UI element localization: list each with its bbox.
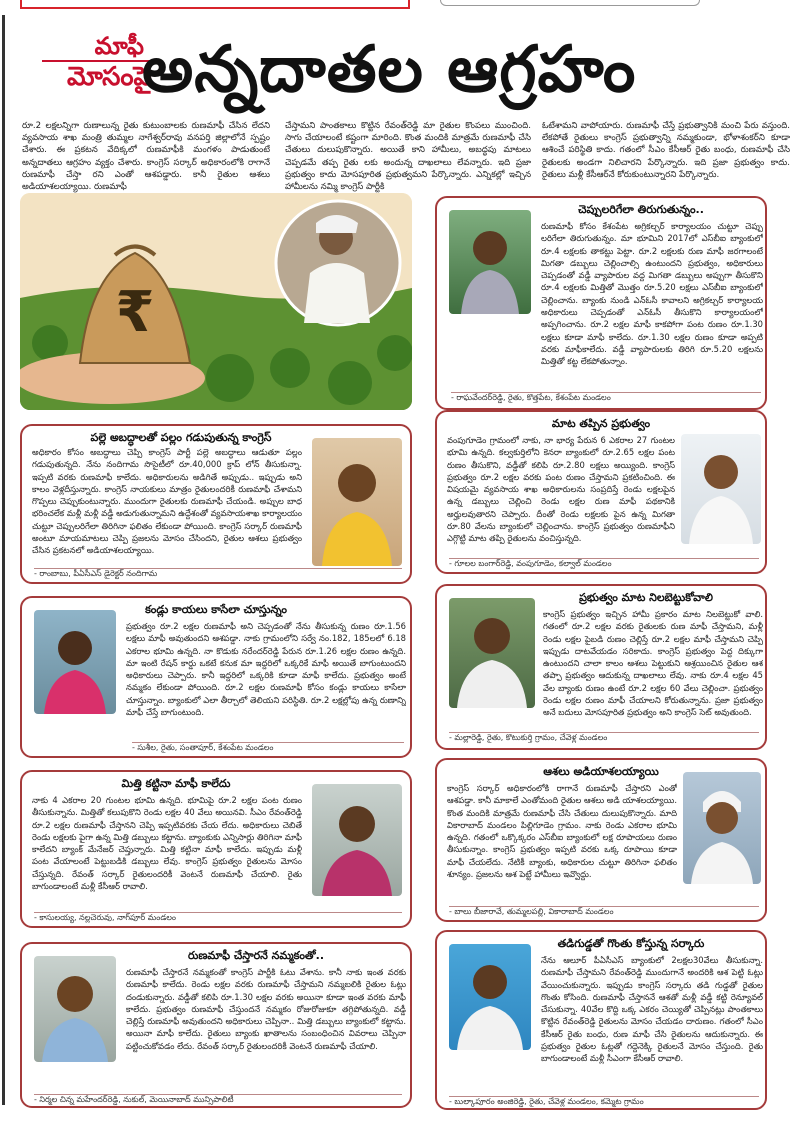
story-7-title: ఆశలు అడియాశలయ్యాయి	[543, 765, 659, 778]
story-6-body: నాకు 4 ఎకరాల 20 గుంటల భూమి ఉన్నది. భూమిపై రూ.2 లక్షల పంట రుణం తీసుకున్నాను. మిత్తితో కలుపుకొని రెండు లక్షల 40 వేలు అయినవి. సీఎం రేవంత్‌రెడ్డి రూ.2 లక్షల రుణమాఫీ చేస్తానని చెప్పి ఇప్పటివరకు చేయ లేదు. అధికారులు చెబితే రెండు లక్షలకు పైగా ఉన్న మిత్తి డబ్బులు కట్టాను. బ్యాంకుకు ఎన్నిసార్లు తిరిగినా మాఫీ కాలేదని బ్యాంక్‌ మేనేజర్‌ చెప్తున్నారు. మిత్తి కట్టినా మాఫీ కాలేదు. ఇప్పుడు మళ్లీ పంట వేయాలంటే పెట్టుబడికి డబ్బులు లేవు. కాంగ్రెస్‌ ప్రభుత్వం రైతులను మోసం చేస్తున్నది. రేవంత్‌ సర్కార్‌ రైతులందరికీ వెంటనే రుణమాఫీ చేయాలి. రైతు బాగుండాలంటే మళ్లీ కేసీఆర్‌ రావాలి.	[32, 795, 302, 892]
story-card-4	[20, 596, 412, 758]
story-1-title: చెప్పులరిగేలా తిరుగుతున్నం..	[578, 203, 704, 216]
kicker-line2: మోసంపై	[42, 60, 152, 92]
top-border	[0, 0, 800, 14]
story-8-body: రుణమాఫీ చేస్తారనే నమ్మకంతో కాంగ్రెస్‌ పార్టీకి ఓటు వేశాను. కానీ నాకు ఇంత వరకు రుణమాఫీ కాలేదు. రెండు లక్షల వరకు రుణమాఫీ చేస్తామని నమ్మబలికి రైతుల ఓట్లు దండుకున్నారు. వడ్డీతో కలిపి రూ.1.30 లక్షల వరకు అయినా కూడా ఇంత వరకు మాఫీ కాలేదు. ప్రభుత్వం రుణమాఫీ చేస్తుందనే నమ్మకం రోజురోజుకూ తగ్గిపోతున్నది. వడ్డీ చెల్లిస్తే రుణమాఫీ అవుతుందని అధికారులు చెప్పినా.. మిత్తి డబ్బులు బ్యాంకులో కట్టాను. అయినా మాఫీ కాలేదు. రైతులు బ్యాంకు ఖాతాలను సంబంధించిన వివరాలు చెప్పినా పట్టించుకోవడం లేదు. రేవంత్‌ సర్కార్‌ రైతులందరికీ వెంటనే రుణమాఫీ చేయాలి.	[126, 967, 406, 1051]
story-9-photo	[449, 944, 531, 1050]
story-7-body: కాంగ్రెస్‌ సర్కార్‌ అధికారంలోకి రాగానే రుణమాఫీ చేస్తారని ఎంతో ఆశపడ్డా. కానీ మాకాలే ఎంతోమంది రైతుల ఆశలు అడి యాశలయ్యాయి. కొంత మందికి మాత్రమే రుణమాఫీ చేసి చేతులు దులుపుకొన్నారు. మాది వికారాబాద్‌ మండలం పిల్లిగూడెం గ్రామం. నాకు రెండు ఎకరాల భూమి ఉన్నది. గతంలో ఒక్కొక్కరం ఎస్‌బీఐ బ్యాంకులో లక్ష రూపాయలు రుణం తీసుకున్నాం. కాంగ్రెస్‌ ప్రభుత్వం ఇప్పటి వరకు ఒక్క రూపాయి కూడా మాఫీ చేయలేదు. నేటికీ బ్యాంకు, అధికారుల చుట్టూ తిరిగినా ఫలితం శూన్యం. ప్రజలను ఆశ పెట్టే హామీలు ఇవ్వొద్దు.	[447, 783, 677, 880]
person-icon	[449, 210, 531, 314]
top-grey-frame	[440, 0, 700, 6]
farmer-body	[304, 263, 370, 323]
person-icon	[34, 956, 116, 1062]
story-6-title: మిత్తి కట్టినా మాఫీ కాలేదు	[121, 777, 231, 790]
rupee-icon: ₹	[115, 280, 155, 345]
person-icon	[683, 772, 761, 884]
story-3-title: మాట తప్పిన ప్రభుత్వం	[551, 417, 651, 430]
story-2-body: అధికారం కోసం అబద్ధాలు చెప్పి కాంగ్రెస్‌ పార్టీ పల్లె అబద్ధాలు ఆడుతూ పల్లం గడుపుతున్నది. నేను నందిగామ సొసైటీలో రూ.40,000 క్రాప్‌ లోన్‌ తీసుకున్నా. ఇప్పటి వరకు రుణమాఫీ కాలేదు. అధికారులను అడిగితే అప్పుడు.. ఇప్పుడు అని కాలం వెళ్లదీస్తున్నారు. కాంగ్రెస్‌ నాయకులు మాత్రం రైతులందరికీ రుణమాఫీ చేశామని గొప్పలు చెప్పుకుంటున్నారు. ముందుగా రైతులకు రుణమాఫీ చేయండి. అప్పుల బాధ భరించలేక మళ్లీ మళ్లీ వడ్డీ అడుగుతున్నామని ఉద్దేశంతో వ్యవసాయశాఖ కార్యాలయం చుట్టూ చెప్పులరిగేలా తిరిగినా ఫలితం లేకుండా పోయింది. కాంగ్రెస్‌ సర్కార్‌ రుణమాఫీ అంటూ మాయమాటలు చెప్పి ప్రజలను మోసం చేసిందని, రైతుల ఆశలు ప్రభుత్వం చేసిన ప్రకటనలో అడియాశలయ్యాయి.	[32, 447, 302, 556]
story-8-title: రుణమాఫీ చేస్తారనే నమ్మకంతో..	[187, 949, 325, 962]
story-7-photo	[683, 772, 761, 884]
person-icon	[449, 944, 531, 1050]
story-card-7	[435, 758, 767, 922]
headline-kicker	[42, 32, 152, 92]
story-6-photo	[312, 784, 402, 896]
story-4-title: కండ్లు కాయలు కాసేలా చూస్తున్నం	[145, 603, 287, 616]
story-7-caption: - బాలు బీజారావే, తుమ్మలపల్లి, వికారాబాద్‌ మండలం	[449, 906, 759, 917]
story-1-body: రుణమాఫీ కోసం కేశంపేట అగ్రికల్చర్‌ కార్యాలయం చుట్టూ చెప్పు లరిగేలా తిరుగుతున్నం. మా భూమిని 2017లో ఎస్‌బీఐ బ్యాంకులో రూ.4 లక్షలకు తాకట్టు పెట్టా. రూ.2 లక్షలకు రుణ మాఫీ జరగాలంటే మిగతా డబ్బులు చెల్లించాల్సి ఉంటుందని ప్రభుత్వం, అధికారులు చెప్పడంతో వడ్డీ వ్యాపారుల వద్ద మిగతా డబ్బులు అప్పుగా తీసుకొని రూ.4 లక్షలకు మిత్తితో మొత్తం రూ.5.20 లక్షలు ఎస్‌బీఐ బ్యాంకులో చెల్లించాను. బ్యాంకు నుండి ఎన్‌ఓసీ కావాలని అగ్రికల్చర్‌ కార్యాలయ అధికారులు చెప్పడంతో ఎన్‌ఓసీ తీసుకొని కార్యాలయంలో అప్పగించాను. రూ.2 లక్షల మాఫీ కాకపోగా పంట రుణం రూ.1.30 లక్షలు కూడా మాఫీ కాలేదు. రూ.1.30 లక్షల రుణం కూడా అప్పటి వరకు మాఫీకాలేదు. వడ్డీ వ్యాపారులకు తిరిగి రూ.5.20 లక్షలను మిత్తితో కట్ట లేకపోతున్నాం.	[541, 221, 763, 367]
story-3-caption: - గూలల బంగార్‌రెడ్డి, వంపుగూడెం, కల్వాల్‌ మండలం	[449, 558, 759, 569]
story-5-photo	[449, 598, 535, 708]
story-9-body: నేను ఆలూర్‌ పీఏసీఎస్‌ బ్యాంకులో 2లక్షల30వేలు తీసుకున్నా. రుణమాఫీ చేస్తామని రేవంత్‌రెడ్డి ముందుగానే అందరికి ఆశ పెట్టి ఓట్లు వేయించుకున్నారు. ఇప్పుడు కాంగ్రెస్‌ సర్కారు తడి గుడ్డతో రైతుల గొంతు కోసింది. రుణమాఫీ చేస్తాననే ఆశతో మళ్లీ వడ్డీ కట్టి రెన్యూవల్‌ చేసుకున్నా. 40వేల కొద్ది ఒక్క ఎకరం చెయ్యితో చెప్పినట్లు పాంతకాలు కొట్టిన రేవంత్‌రెడ్డి రైతులను మోసం చేయడం దారుణం. గతంలో సీఎం కేసీఆర్‌ రైతు బంధు, రుణ మాఫీ చేసి రైతులను ఆదుకున్నారు. ఈ ప్రభుత్వం రైతుల ఓట్లతో గద్దెనెక్కి రైతులనే మోసం చేస్తుంది. రైతు బాగుండాలంటే మళ్లీ సీఎంగా కేసీఆర్‌ రావాలి.	[541, 955, 763, 1064]
story-1-photo	[449, 210, 531, 314]
intro-column-2: చేస్తామని పాంతకాలు కొట్టిన రేవంత్‌రెడ్డి మా రైతుల కొంపలు ముంచింది. సాగు చేయాలంటే కష్టంగా మారింది. కొంత మందికి మాత్రమే రుణమాఫీ చేసి చేతులు దులుపుకొన్నారు. అయితే కాని హామీలు, అబద్ధపు మాటలు చెప్పడమే తప్ప రైతు లకు అందున్న దాఖలాలు లేవన్నారు. ఇది ప్రజా ప్రభుత్వం కాదు మోసపూరిత ప్రభుత్వమని పేర్కొన్నారు. ఎన్నికల్లో ఇచ్చిన హామీలను నమ్మి కాంగ్రెస్‌ పార్టీకి	[285, 121, 531, 193]
person-icon	[34, 610, 116, 714]
story-card-5	[435, 584, 767, 750]
person-icon	[449, 598, 535, 708]
story-3-body: వంపుగూడెం గ్రామంలో నాకు, నా భార్య పేరున 6 ఎకరాల 27 గుంటల భూమి ఉన్నది. కల్వకుర్తిలోని కెనరా బ్యాంకులో రూ.2.65 లక్షల పంట రుణం తీసుకొని, వడ్డీతో కలిపి రూ.2.80 లక్షలు అయ్యింది. కాంగ్రెస్‌ ప్రభుత్వం రూ.2 లక్షల వరకు పంట రుణం చేస్తామని ప్రకటించింది. ఈ విషయమై వ్యవసాయ శాఖ అధికారులను సంప్రదిస్తే రెండు లక్షలపైన ఉన్న డబ్బులు చెల్లించి రెండు లక్షల రుణ మాఫీ పథకానికి అర్హులవుతారని చెప్పారు. దీంతో రెండు లక్షలకు పైన ఉన్న మిగతా రూ.80 వేలను బ్యాంకులో చెల్లించాను. కాంగ్రెస్‌ ప్రభుత్వం రుణమాఫీని ఎగ్గొట్టి మాట తప్పి రైతులను వంచిస్తున్నది.	[447, 435, 675, 544]
story-8-photo	[34, 956, 116, 1062]
story-2-photo	[312, 438, 402, 566]
story-2-caption: - రాంబాబు, పీఏసీఎస్‌ డైరెక్టర్‌ నందిగామ	[34, 568, 402, 579]
story-card-1	[435, 196, 767, 410]
story-4-caption: - సుశీల, రైతు, సంతాపూర్‌, కేశంపేట మండలం	[132, 742, 404, 753]
story-card-9	[435, 930, 767, 1110]
story-card-8	[20, 942, 412, 1108]
story-4-photo	[34, 610, 116, 714]
kicker-line1: మాఫీ	[94, 32, 144, 60]
top-red-frame	[20, 0, 410, 9]
story-3-photo	[681, 434, 761, 544]
hero-illustration	[20, 193, 412, 410]
story-card-3	[435, 410, 767, 574]
story-1-caption: - రాఘవేందర్‌రెడ్డి, రైతు, కొత్తపేట, కేశంపేట మండలం	[451, 392, 761, 403]
story-4-body: ప్రభుత్వం రూ.2 లక్షల రుణమాఫీ అని చెప్పడంతో నేను తీసుకున్న రుణం రూ.1.56 లక్షలు మాఫీ అవుతుందని ఆశపడ్డా. నాకు గ్రామంలోని సర్వే నం.182, 185లలో 6.18 ఎకరాల భూమి ఉన్నది. నా కొడుకు నరేందర్‌రెడ్డి పేరున రూ.1.26 లక్షల రుణం ఉన్నది. మా ఇంటి రేషన్‌ కార్డు ఒకటే కనుక మా ఇద్దరిలో ఒక్కరికే మాఫీ అయితే బాగుంటుందని అధికారులు చెప్పారు. కానీ ఇద్దరిలో ఒక్కరికి కూడా మాఫీ కాలేదు. ప్రభుత్వం అంటే నమ్మకం లేకుండా పోయింది. రూ.2 లక్షల రుణమాఫీ కోసం కండ్లు కాయలు కాసేలా చూస్తున్నాం. బ్యాంకులో ఎలా తీర్చాలో తెలియని పరిస్థితి. రూ.2 లక్షల్లోపు ఉన్న రుణాన్ని మాఫీ చేస్తే బాగుంటుంది.	[126, 621, 406, 718]
story-9-title: తడిగుడ్డతో గొంతు కోస్తున్న సర్కారు	[557, 937, 705, 950]
person-icon	[312, 784, 402, 896]
page-headline: అన్నదాతల ఆగ్రహం	[142, 33, 637, 107]
page-left-rule	[2, 15, 5, 1105]
story-2-title: పల్లె అబద్ధాలతో పల్లం గడుపుతున్న కాంగ్రెస్‌	[90, 431, 272, 444]
story-card-2	[20, 424, 412, 584]
hero-image	[20, 193, 412, 410]
intro-column-3: ఓటేశామని వాపోయారు. రుణమాఫీ చేస్తే ప్రభుత్వానికి మంచి పేరు వస్తుంది. లేకపోతే రైతులు కాంగ్రెస్‌ ప్రభుత్వాన్ని నమ్మకుండా, భోళాశంకర్‌ని కూడా ఆశించే పరిస్థితి కాదు. గతంలో సీఎం కేసీఆర్‌ రైతు బంధు, రుణమాఫీ చేసి రైతులకు అండగా నిలిచారని పేర్కొన్నారు. ఇది ప్రజా ప్రభుత్వం కాదు. రైతులు మళ్లీ కేసీఆర్‌నే కోరుకుంటున్నారని పేర్కొన్నారు.	[542, 121, 790, 180]
story-8-caption: - నిర్మల చిన్న మహేందర్‌రెడ్డి, నుకుల్‌, మెయినాబాద్‌ మున్సిపాలిటీ	[34, 1094, 402, 1105]
intro-column-1: రూ.2 లక్షలన్నిగా రుణాలున్న రైతు కుటుంబాలకు రుణమాఫీ చేసిన లేదని వ్యవసాయ శాఖ మంత్రి తుమ్మల నాగేశ్వర్‌రావు వనపర్తి జిల్లాలోనే స్పష్టం చేశారు. ఈ ప్రకటన వేదిక్కలో రుణమాఫీకి మంగళం పాడుతుంటే అన్నదాతలు ఆగ్రహం వ్యక్తం చేశారు. కాంగ్రెస్‌ సర్కార్‌ అధికారంలోకి రాగానే రుణమాఫీ చేస్తా రని ఎంతో ఆశపడ్డారు. కానీ రైతుల ఆశలు అడియాశలయ్యాయి. రుణమాఫీ	[22, 121, 270, 193]
person-icon	[312, 438, 402, 566]
story-5-title: ప్రభుత్వం మాట నిలబెట్టుకోవాలి	[579, 591, 713, 604]
story-card-6	[20, 770, 412, 928]
person-icon	[681, 434, 761, 544]
story-6-caption: - కాసులయ్య, నల్లచెరువు, నాగ్‌పూర్‌ మండలం	[34, 912, 402, 923]
story-9-caption: - బుల్కాపూరం అంజిరెడ్డి, రైతు, చేవెళ్ల మండలం, కమ్మెట గ్రామం	[449, 1096, 759, 1107]
story-5-body: కాంగ్రెస్‌ ప్రభుత్వం ఇచ్చిన హామీ ప్రకారం మాట నిలబెట్టుకో వాలి. గతంలో రూ.2 లక్షల వరకు రైతులకు రుణ మాఫీ చేస్తామని, మళ్లీ రెండు లక్షల పైబడి రుణం చెల్లిస్తే రూ.2 లక్షల మాఫీ చేస్తామని చెప్పి ఇప్పుడు దాటవేయడం సరికాదు. కాంగ్రెస్‌ ప్రభుత్వం పెద్ద దిక్కుగా ఉంటుందని చాలా కాలం ఆశలు పెట్టుకుని ఆశ్రయించిన రైతుల ఆశ తప్పా ప్రభుత్వం ఆదుకున్న దాఖలాలు లేవు. నాకు రూ.4 లక్షల 45 వేల బ్యాంకు రుణం ఉంటే రూ.2 లక్షల 60 వేలు చెల్లించా. ప్రభుత్వం రెండు లక్షల రుణం మాఫీ చేయాలని కోరుతున్నాను. ప్రజా ప్రభుత్వం అనే బదులు మోసపూరిత ప్రభుత్వం అని కాంగ్రెస్‌ సెట్‌ అవుతుంది.	[543, 609, 763, 718]
story-5-caption: - మల్లారెడ్డి, రైతు, కొటుకుర్తి గ్రామం, చేవెళ్ల మండలం	[449, 732, 759, 743]
